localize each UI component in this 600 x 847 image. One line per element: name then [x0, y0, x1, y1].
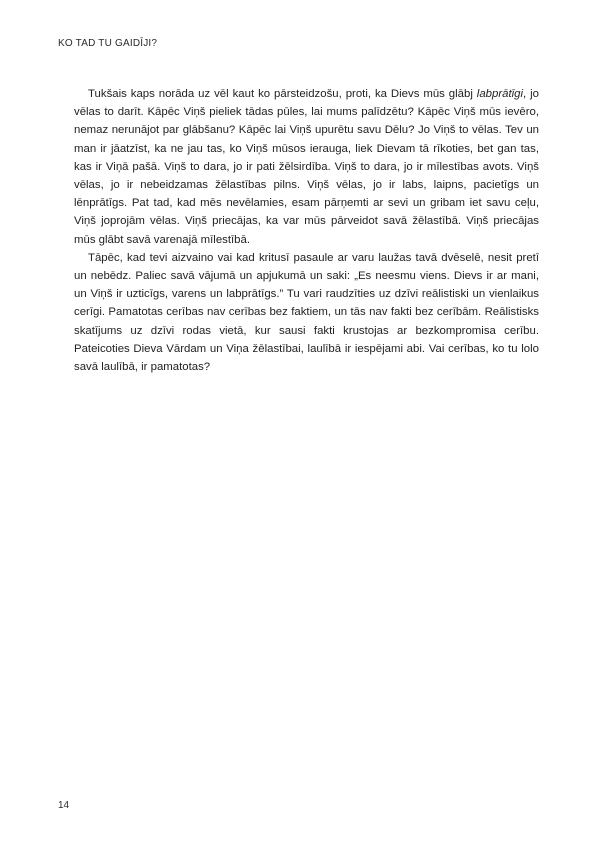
page-number: 14 [58, 800, 70, 811]
body-text [74, 85, 539, 376]
paragraph-1-text-end: , jo vēlas to darīt. Kāpēc Viņš pieliek tādas pūles, lai mums palīdzētu? Kāpēc Viņš mūs ievēro, nemaz nerunājot par glābšanu? Kāpēc lai Viņš upurētu savu Dēlu? Jo Viņš to vēlas. Tev un man ir jāatzīst, ka ne jau tas, ko Viņš mūsos ierauga, liek Dievam tā rīkoties, bet gan tas, kas ir Viņā pašā. Viņš to dara, jo ir pati žēlsirdība. Viņš to dara, jo ir mīlestības avots. Viņš vēlas, jo ir nebeidzamas žēlastības pilns. Viņš vēlas, jo ir labs, laipns, pacietīgs un lēnprātīgs. Pat tad, kad mēs nevēlamies, esam pārņemti ar sevi un gribam iet savu ceļu, Viņš joprojām vēlas. Viņš priecājas, ka var mūs pārveidot savā žēlastībā. Viņš priecājas mūs glābt savā varenajā mīlestībā. [74, 88, 539, 246]
paragraph-2: Tāpēc, kad tevi aizvaino vai kad kritusī pasaule ar varu laužas tavā dvēselē, nesit pretī un nebēdz. Paliec savā vājumā un apjukumā un saki: „Es neesmu viens. Dievs ir ar mani, un Viņš ir uzticīgs, varens un labprātīgs.” Tu vari raudzīties uz dzīvi reālistiski un vienlaikus cerīgi. Pamatotas cerības nav cerības bez faktiem, un tās nav fakti bez cerībām. Reālistisks skatījums uz dzīvi rodas vietā, kur sausi fakti krustojas ar bezkompromisa cerību. Pateicoties Dieva Vārdam un Viņa žēlastībai, laulībā ir iespējami abi. Vai cerības, ko tu lolo savā laulībā, ir pamatotas? [74, 251, 539, 374]
running-header: KO TAD TU GAIDĪJI? [58, 38, 158, 49]
paragraph-1-italic-word: labprātīgi [476, 88, 524, 100]
paragraph-1-text-start: Tukšais kaps norāda uz vēl kaut ko pārsteidzošu, proti, ka Dievs mūs glābj [88, 88, 477, 100]
paragraph-1 [74, 85, 539, 249]
